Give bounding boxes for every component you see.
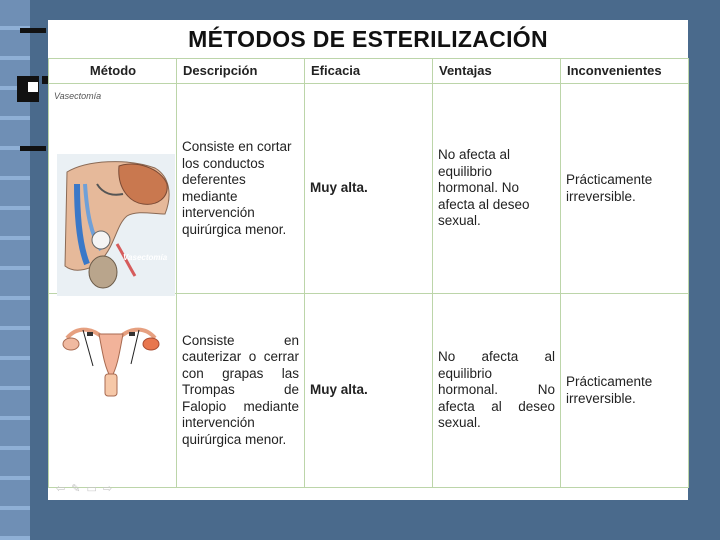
header-drawbacks: Inconvenientes bbox=[561, 59, 689, 84]
advantages-cell: No afecta al equilibrio hormonal. No afecta al deseo sexual. bbox=[433, 84, 561, 294]
method-cell-vasectomy bbox=[49, 84, 177, 294]
table-header-row bbox=[49, 59, 689, 84]
slide-nav-controls bbox=[56, 482, 118, 495]
efficacy-cell bbox=[305, 84, 433, 294]
description-cell: Consiste en cortar los conductos deferentes mediante intervención quirúrgica menor. bbox=[177, 84, 305, 294]
pen-icon[interactable]: ✎ bbox=[71, 483, 87, 495]
slide-title: MÉTODOS DE ESTERILIZACIÓN bbox=[188, 26, 548, 52]
decorative-square-inner bbox=[28, 82, 38, 92]
slide bbox=[48, 20, 688, 500]
slides-icon[interactable]: ▭ bbox=[86, 483, 103, 495]
table-row bbox=[49, 84, 689, 294]
advantages-cell: No afecta al equilibrio hormonal. No afecta al deseo sexual. bbox=[433, 294, 561, 488]
drawbacks-cell: Prácticamente irreversible. bbox=[561, 294, 689, 488]
vasectomy-caption: Vasectomía bbox=[123, 253, 168, 262]
tubal-ligation-illustration bbox=[59, 316, 163, 402]
efficacy-value: Muy alta. bbox=[310, 382, 368, 398]
forward-arrow-icon[interactable]: ⇨ bbox=[102, 483, 119, 495]
table-row bbox=[49, 294, 689, 488]
header-advantages: Ventajas bbox=[433, 59, 561, 84]
decorative-dash bbox=[20, 28, 46, 33]
description-cell: Consiste en cauterizar o cerrar con grapas las Trompas de Falopio mediante intervención quirúrgica menor. bbox=[177, 294, 305, 488]
efficacy-value: Muy alta. bbox=[310, 180, 368, 196]
efficacy-cell bbox=[305, 294, 433, 488]
header-method: Método bbox=[49, 59, 177, 84]
header-description: Descripción bbox=[177, 59, 305, 84]
method-label: Vasectomía bbox=[54, 91, 102, 101]
drawbacks-cell: Prácticamente irreversible. bbox=[561, 84, 689, 294]
method-cell-tubal-ligation bbox=[49, 294, 177, 488]
vasectomy-illustration bbox=[57, 154, 175, 296]
decorative-dash bbox=[20, 146, 46, 151]
methods-table bbox=[48, 58, 689, 488]
header-efficacy: Eficacia bbox=[305, 59, 433, 84]
back-arrow-icon[interactable]: ⇦ bbox=[56, 483, 72, 495]
